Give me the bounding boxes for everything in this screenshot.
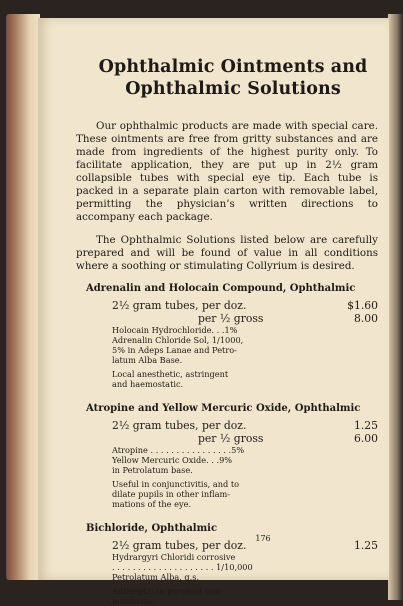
use-line: junctivitis.: [112, 596, 156, 606]
formula-line: Adrenalin Chloride Sol, 1/1000,: [112, 335, 244, 345]
price-value: 8.00: [353, 312, 378, 325]
price-row: [112, 432, 378, 445]
product-section-adrenalin: [76, 283, 378, 389]
price-label: per ½ gross: [198, 312, 264, 325]
page-right-edge: [388, 14, 403, 600]
formula-line: Yellow Mercuric Oxide. . .9%: [112, 455, 233, 465]
page-number: 176: [255, 534, 271, 543]
intro-paragraph-1: Our ophthalmic products are made with special care. These ointments are free from gritty substances and are made from ingredients of the highest purity only. To facilitate application, they are put up in 2½ gram collapsible tubes with special eye tip. Each tube is packed in a separate plain carton with removable label, permitting the physician’s written directions to accompany each package.: [76, 120, 378, 223]
title-line-2: Ophthalmic Solutions: [125, 79, 341, 99]
title-line-1: Ophthalmic Ointments and: [98, 57, 368, 77]
page-content: [76, 56, 378, 606]
formula-line: Petrolatum Alba, q.s.: [112, 572, 200, 582]
section-heading: Bichloride, Ophthalmic: [86, 523, 218, 534]
price-value: $1.60: [347, 299, 378, 312]
formula-line: . . . . . . . . . . . . . . . . . . . . 1/10,000: [112, 562, 253, 572]
section-heading: Atropine and Yellow Mercuric Oxide, Ophthalmic: [86, 403, 361, 414]
price-label: 2½ gram tubes, per doz.: [112, 419, 247, 432]
formula-line: Atropine . . . . . . . . . . . . . . . .5%: [112, 445, 245, 455]
intro-text: [76, 120, 378, 273]
use-line: Useful in conjunctivitis, and to: [112, 479, 240, 489]
formula-line: 5% in Adeps Lanae and Petro-: [112, 345, 237, 355]
price-value: 1.25: [353, 419, 378, 432]
price-row: [112, 419, 378, 432]
price-label: 2½ gram tubes, per doz.: [112, 299, 247, 312]
use-line: Antiseptic in purulent con-: [112, 586, 223, 596]
price-row: [112, 312, 378, 325]
product-section-atropine: [76, 403, 378, 509]
formula-line: latum Alba Base.: [112, 355, 183, 365]
use-line: Local anesthetic, astringent: [112, 369, 229, 379]
formula-line: Holocain Hydrochloride. . .1%: [112, 325, 238, 335]
section-heading: Adrenalin and Holocain Compound, Ophthalmic: [86, 283, 356, 294]
use-line: and haemostatic.: [112, 379, 184, 389]
price-value: 1.25: [353, 539, 378, 552]
price-label: per ½ gross: [198, 432, 264, 445]
formula-description: [112, 325, 262, 389]
page-title: [88, 56, 378, 100]
formula-description: [112, 445, 262, 509]
price-row: [112, 299, 378, 312]
formula-description: [112, 552, 262, 606]
intro-paragraph-2: The Ophthalmic Solutions listed below are carefully prepared and will be found of value in all conditions where a soothing or stimulating Collyrium is desired.: [76, 234, 378, 272]
use-line: dilate pupils in other inflam-: [112, 489, 231, 499]
formula-line: Hydrargyri Chloridi corrosive: [112, 552, 236, 562]
price-label: 2½ gram tubes, per doz.: [112, 539, 247, 552]
book-spine-edge: [6, 14, 40, 580]
formula-line: in Petrolatum base.: [112, 465, 193, 475]
price-value: 6.00: [353, 432, 378, 445]
use-line: mations of the eye.: [112, 499, 192, 509]
